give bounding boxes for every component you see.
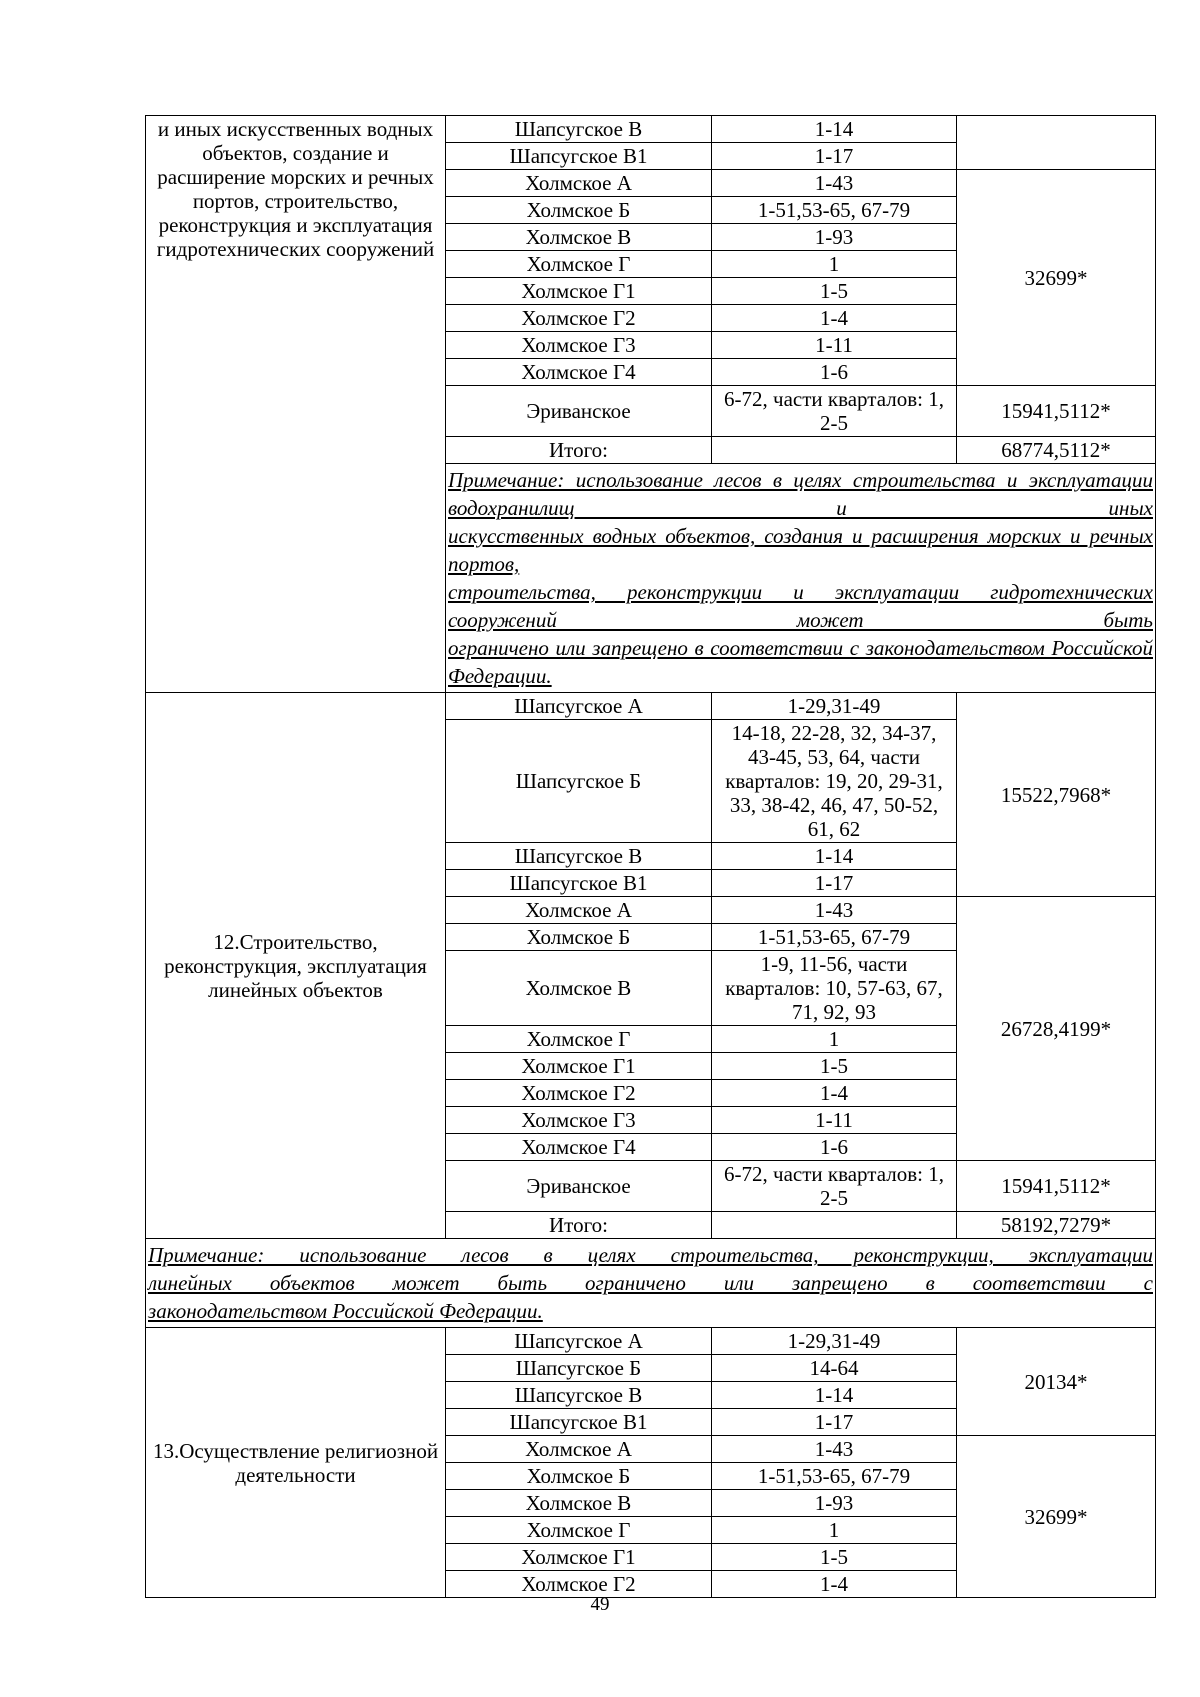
quarters-cell: 1-11 [712, 332, 957, 359]
quarters-cell: 14-18, 22-28, 32, 34-37, 43-45, 53, 64, части кварталов: 19, 20, 29-31, 33, 38-42, 46, 47, 50-52, 61, 62 [712, 720, 957, 843]
forestry-cell: Холмское Г3 [446, 1107, 712, 1134]
forestry-cell: Шапсугское Б [446, 1355, 712, 1382]
forestry-cell: Холмское Г4 [446, 1134, 712, 1161]
forestry-cell: Холмское Б [446, 924, 712, 951]
forestry-cell: Холмское Б [446, 1463, 712, 1490]
purpose-cell: 12.Строительство, реконструкция, эксплуатация линейных объектов [146, 693, 446, 1239]
note-line: Примечание: использование лесов в целях строительства, реконструкции, эксплуатации [148, 1243, 1153, 1267]
forestry-cell: Шапсугское В [446, 843, 712, 870]
quarters-cell: 1-4 [712, 1080, 957, 1107]
purpose-cell: 13.Осуществление религиозной деятельности [146, 1328, 446, 1598]
area-cell: 15941,5112* [957, 1161, 1156, 1212]
quarters-cell: 1-17 [712, 870, 957, 897]
table-row [146, 116, 1156, 143]
forestry-cell: Холмское А [446, 1436, 712, 1463]
forestry-cell: Холмское В [446, 224, 712, 251]
quarters-cell: 1-29,31-49 [712, 693, 957, 720]
quarters-cell: 1-17 [712, 1409, 957, 1436]
forestry-cell: Шапсугское Б [446, 720, 712, 843]
forestry-cell: Холмское Г2 [446, 1080, 712, 1107]
quarters-cell: 1-93 [712, 1490, 957, 1517]
total-value: 58192,7279* [957, 1212, 1156, 1239]
forestry-cell: Холмское Г [446, 251, 712, 278]
note-row [146, 1239, 1156, 1328]
area-cell: 26728,4199* [957, 897, 1156, 1161]
quarters-cell: 1-43 [712, 170, 957, 197]
forestry-cell: Шапсугское В [446, 116, 712, 143]
forestry-cell: Холмское Г [446, 1517, 712, 1544]
forestry-cell: Холмское А [446, 170, 712, 197]
document-page [145, 115, 1155, 1598]
forestry-cell: Эриванское [446, 386, 712, 437]
area-cell [957, 116, 1156, 170]
quarters-cell: 1-43 [712, 1436, 957, 1463]
forestry-cell: Холмское Б [446, 197, 712, 224]
forestry-cell: Холмское Г2 [446, 1571, 712, 1598]
purpose-cell: и иных искусственных водных объектов, создание и расширение морских и речных портов, строительство, реконструкция и эксплуатация гидротехнических сооружений [146, 116, 446, 693]
area-cell: 32699* [957, 170, 1156, 386]
forestry-cell: Холмское Г2 [446, 305, 712, 332]
area-cell: 15522,7968* [957, 693, 1156, 897]
forestry-cell: Холмское Г [446, 1026, 712, 1053]
quarters-cell [712, 437, 957, 464]
quarters-cell: 1-6 [712, 1134, 957, 1161]
area-cell: 15941,5112* [957, 386, 1156, 437]
quarters-cell: 1-5 [712, 278, 957, 305]
note-line: Примечание: использование лесов в целях строительства и эксплуатации водохранилищ и иных [448, 468, 1153, 520]
quarters-cell: 1-6 [712, 359, 957, 386]
note-text [446, 464, 1156, 693]
quarters-cell: 1-29,31-49 [712, 1328, 957, 1355]
quarters-cell: 1-14 [712, 1382, 957, 1409]
note-line: законодательством Российской Федерации. [148, 1299, 543, 1323]
forestry-cell: Шапсугское А [446, 693, 712, 720]
note-line: искусственных водных объектов, создания и расширения морских и речных портов, [448, 524, 1153, 576]
quarters-cell: 1-51,53-65, 67-79 [712, 197, 957, 224]
quarters-cell: 1-51,53-65, 67-79 [712, 924, 957, 951]
forestry-cell: Холмское А [446, 897, 712, 924]
quarters-cell: 1-51,53-65, 67-79 [712, 1463, 957, 1490]
quarters-cell [712, 1212, 957, 1239]
forest-use-table [145, 115, 1156, 1598]
quarters-cell: 1-5 [712, 1053, 957, 1080]
forestry-cell: Холмское Г1 [446, 1053, 712, 1080]
forestry-cell: Холмское В [446, 1490, 712, 1517]
table-row [146, 1328, 1156, 1355]
forestry-cell: Эриванское [446, 1161, 712, 1212]
quarters-cell: 1-11 [712, 1107, 957, 1134]
area-cell: 20134* [957, 1328, 1156, 1436]
quarters-cell: 1 [712, 1517, 957, 1544]
page-number: 49 [590, 1594, 610, 1615]
note-line: линейных объектов может быть ограничено или запрещено в соответствии с [148, 1271, 1153, 1295]
area-cell: 32699* [957, 1436, 1156, 1598]
total-label: Итого: [446, 437, 712, 464]
quarters-cell: 14-64 [712, 1355, 957, 1382]
quarters-cell: 1 [712, 251, 957, 278]
quarters-cell: 1-4 [712, 305, 957, 332]
forestry-cell: Холмское Г3 [446, 332, 712, 359]
quarters-cell: 1-14 [712, 116, 957, 143]
note-line: строительства, реконструкции и эксплуатации гидротехнических сооружений может быть [448, 580, 1153, 632]
forestry-cell: Шапсугское В1 [446, 1409, 712, 1436]
quarters-cell: 1-43 [712, 897, 957, 924]
forestry-cell: Шапсугское В [446, 1382, 712, 1409]
forestry-cell: Холмское Г1 [446, 1544, 712, 1571]
total-value: 68774,5112* [957, 437, 1156, 464]
table-row [146, 693, 1156, 720]
quarters-cell: 1-5 [712, 1544, 957, 1571]
quarters-cell: 6-72, части кварталов: 1, 2-5 [712, 1161, 957, 1212]
total-label: Итого: [446, 1212, 712, 1239]
quarters-cell: 1-4 [712, 1571, 957, 1598]
forestry-cell: Шапсугское В1 [446, 143, 712, 170]
quarters-cell: 6-72, части кварталов: 1, 2-5 [712, 386, 957, 437]
quarters-cell: 1-14 [712, 843, 957, 870]
quarters-cell: 1 [712, 1026, 957, 1053]
forestry-cell: Холмское Г4 [446, 359, 712, 386]
note-line: ограничено или запрещено в соответствии с законодательством Российской Федерации. [448, 636, 1153, 688]
quarters-cell: 1-17 [712, 143, 957, 170]
quarters-cell: 1-9, 11-56, части кварталов: 10, 57-63, 67, 71, 92, 93 [712, 951, 957, 1026]
forestry-cell: Шапсугское А [446, 1328, 712, 1355]
note-text [146, 1239, 1156, 1328]
forestry-cell: Холмское Г1 [446, 278, 712, 305]
quarters-cell: 1-93 [712, 224, 957, 251]
forestry-cell: Шапсугское В1 [446, 870, 712, 897]
forestry-cell: Холмское В [446, 951, 712, 1026]
